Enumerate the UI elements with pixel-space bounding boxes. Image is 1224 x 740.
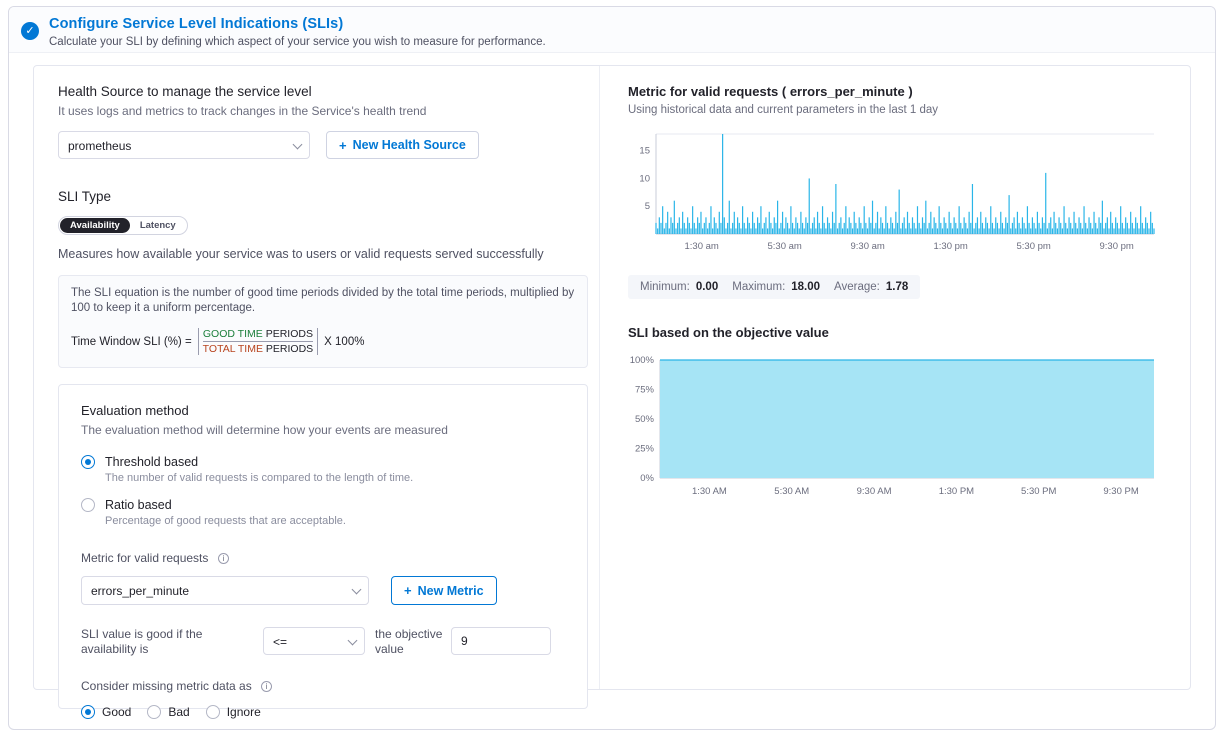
radio-ignore-icon[interactable] bbox=[206, 705, 220, 719]
equation-fraction bbox=[198, 328, 318, 355]
section-header bbox=[9, 7, 1215, 53]
metric-selected-value: errors_per_minute bbox=[91, 584, 190, 598]
svg-text:9:30 am: 9:30 am bbox=[850, 241, 885, 252]
missing-data-label: Consider missing metric data as bbox=[81, 679, 252, 693]
metric-stats-box bbox=[628, 275, 920, 299]
radio-threshold-based[interactable] bbox=[81, 455, 565, 469]
radio-ratio-desc: Percentage of good requests that are acceptable. bbox=[105, 515, 346, 527]
tab-availability[interactable]: Availability bbox=[60, 218, 130, 233]
equation-denominator bbox=[203, 342, 313, 355]
svg-text:1:30 PM: 1:30 PM bbox=[938, 486, 975, 497]
svg-text:1:30 AM: 1:30 AM bbox=[691, 486, 727, 497]
new-metric-button[interactable] bbox=[391, 576, 497, 605]
svg-text:75%: 75% bbox=[634, 384, 654, 396]
left-column bbox=[34, 66, 600, 719]
stat-avg-value: 1.78 bbox=[885, 281, 909, 293]
content-area bbox=[9, 53, 1215, 729]
objective-row bbox=[81, 627, 565, 657]
radio-ignore-label: Ignore bbox=[226, 705, 261, 719]
stat-max-label: Maximum: bbox=[732, 281, 786, 293]
svg-text:9:30 pm: 9:30 pm bbox=[1099, 241, 1134, 252]
plus-icon: + bbox=[339, 137, 347, 153]
sli-type-description: Measures how available your service was to users or valid requests served successfully bbox=[58, 247, 544, 261]
new-health-source-button[interactable] bbox=[326, 131, 479, 159]
svg-text:1:30 am: 1:30 am bbox=[684, 241, 719, 252]
numerator-good: GOOD TIME bbox=[202, 328, 263, 340]
radio-threshold-icon[interactable] bbox=[81, 455, 95, 469]
svg-text:5:30 pm: 5:30 pm bbox=[1016, 241, 1051, 252]
metric-chart-svg bbox=[628, 128, 1158, 258]
right-column bbox=[600, 66, 1190, 689]
plus-icon: + bbox=[404, 583, 412, 598]
svg-text:15: 15 bbox=[639, 145, 650, 157]
svg-text:9:30 AM: 9:30 AM bbox=[856, 486, 892, 497]
sli-equation-box bbox=[58, 275, 588, 368]
stat-max-value: 18.00 bbox=[791, 281, 821, 293]
sli-chart-title: SLI based on the objective value bbox=[628, 325, 829, 340]
radio-threshold-label: Threshold based bbox=[105, 455, 199, 469]
radio-missing-bad[interactable] bbox=[147, 705, 189, 719]
stat-min-value: 0.00 bbox=[695, 281, 719, 293]
svg-text:25%: 25% bbox=[634, 443, 654, 455]
radio-good-label: Good bbox=[102, 705, 132, 719]
sli-type-tabs[interactable] bbox=[58, 216, 188, 235]
page-title: Configure Service Level Indications (SLIs) bbox=[49, 16, 344, 32]
equation-lhs: Time Window SLI (%) = bbox=[71, 335, 192, 348]
radio-bad-label: Bad bbox=[168, 705, 190, 719]
objective-prefix-label: SLI value is good if the availability is bbox=[81, 627, 203, 656]
missing-data-radio-group bbox=[81, 705, 565, 719]
metric-select[interactable] bbox=[81, 576, 369, 605]
operator-select[interactable] bbox=[263, 627, 365, 655]
svg-text:50%: 50% bbox=[634, 414, 654, 425]
radio-ratio-label: Ratio based bbox=[105, 498, 172, 512]
objective-mid-label: the objective value bbox=[375, 627, 443, 656]
new-metric-label: New Metric bbox=[417, 583, 484, 598]
stat-avg-label: Average: bbox=[834, 281, 880, 293]
info-icon[interactable]: i bbox=[261, 681, 272, 692]
svg-text:10: 10 bbox=[639, 173, 650, 185]
svg-text:5:30 AM: 5:30 AM bbox=[774, 486, 810, 497]
equation-formula bbox=[71, 328, 575, 355]
radio-missing-good[interactable] bbox=[81, 705, 131, 719]
radio-missing-ignore[interactable] bbox=[206, 705, 261, 719]
tab-latency[interactable]: Latency bbox=[139, 220, 176, 231]
config-panel bbox=[33, 65, 1191, 719]
check-circle-icon: ✓ bbox=[21, 22, 39, 40]
sli-chart-svg bbox=[628, 354, 1158, 504]
metric-chart-subtitle: Using historical data and current parameters in the last 1 day bbox=[628, 104, 939, 116]
denominator-total: TOTAL TIME bbox=[202, 343, 263, 355]
radio-ratio-icon[interactable] bbox=[81, 498, 95, 512]
metric-field-label: Metric for valid requests bbox=[81, 551, 209, 565]
sli-chart bbox=[628, 354, 1190, 509]
metric-field-label-row bbox=[81, 549, 565, 567]
health-source-subtitle: It uses logs and metrics to track changes in the Service's health trend bbox=[58, 104, 427, 118]
equation-multiplier: X 100% bbox=[324, 335, 365, 348]
radio-bad-icon[interactable] bbox=[147, 705, 161, 719]
health-source-selected-value: prometheus bbox=[68, 139, 132, 153]
stat-min-label: Minimum: bbox=[640, 281, 690, 293]
chevron-down-icon bbox=[293, 140, 303, 150]
new-health-source-label: New Health Source bbox=[352, 138, 466, 152]
operator-value: <= bbox=[273, 635, 288, 649]
objective-value-input[interactable] bbox=[451, 627, 551, 655]
info-icon[interactable]: i bbox=[218, 553, 229, 564]
svg-text:5: 5 bbox=[644, 201, 650, 213]
svg-text:0%: 0% bbox=[640, 473, 654, 484]
svg-text:1:30 pm: 1:30 pm bbox=[933, 241, 968, 252]
svg-text:5:30 am: 5:30 am bbox=[767, 241, 802, 252]
evaluation-title: Evaluation method bbox=[81, 403, 189, 418]
chevron-down-icon bbox=[352, 585, 362, 595]
app-frame bbox=[8, 6, 1216, 730]
page-subtitle: Calculate your SLI by defining which aspect of your service you wish to measure for performance. bbox=[49, 36, 546, 48]
evaluation-method-card bbox=[58, 384, 588, 719]
health-source-select[interactable] bbox=[58, 131, 310, 159]
evaluation-subtitle: The evaluation method will determine how your events are measured bbox=[81, 423, 448, 437]
missing-data-label-row bbox=[81, 677, 565, 695]
equation-description: The SLI equation is the number of good time periods divided by the total time periods, multiplied by 100 to keep it a uniform percentage. bbox=[71, 287, 575, 314]
svg-text:9:30 PM: 9:30 PM bbox=[1103, 486, 1139, 497]
radio-ratio-based[interactable] bbox=[81, 498, 565, 512]
numerator-periods: PERIODS bbox=[265, 328, 313, 340]
metric-chart-title: Metric for valid requests ( errors_per_minute ) bbox=[628, 84, 913, 99]
metric-chart bbox=[628, 128, 1190, 263]
sli-type-title: SLI Type bbox=[58, 189, 112, 204]
svg-text:5:30 PM: 5:30 PM bbox=[1021, 486, 1057, 497]
radio-good-icon[interactable] bbox=[81, 705, 95, 719]
svg-text:100%: 100% bbox=[629, 355, 654, 366]
equation-numerator bbox=[203, 328, 313, 342]
radio-threshold-desc: The number of valid requests is compared to the length of time. bbox=[105, 472, 414, 484]
health-source-title: Health Source to manage the service level bbox=[58, 84, 312, 99]
chevron-down-icon bbox=[348, 636, 358, 646]
denominator-periods: PERIODS bbox=[265, 343, 314, 355]
